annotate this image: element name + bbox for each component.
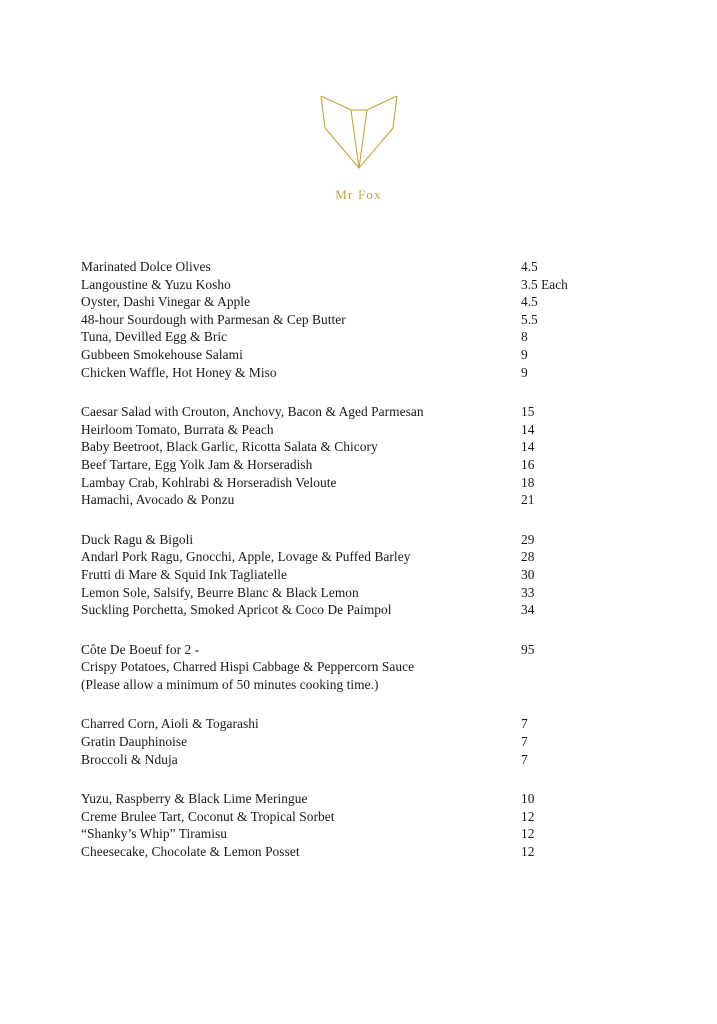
menu-item-price: 12 <box>521 826 535 842</box>
menu-item <box>81 676 637 694</box>
menu-item <box>81 566 637 584</box>
menu-section-sharing <box>81 641 637 694</box>
menu-section-desserts <box>81 790 637 860</box>
menu-item <box>81 825 637 843</box>
menu-item-name: Gratin Dauphinoise <box>81 734 188 750</box>
menu-item-name: Tuna, Devilled Egg & Bric <box>81 329 228 345</box>
menu-item-name: Cheesecake, Chocolate & Lemon Posset <box>81 844 300 860</box>
menu-item <box>81 641 637 659</box>
menu-item-name: Marinated Dolce Olives <box>81 259 211 274</box>
fox-head-icon <box>311 88 407 178</box>
menu-section-mains <box>81 531 637 619</box>
menu-item-price: 30 <box>521 566 535 582</box>
menu-item-name: Andarl Pork Ragu, Gnocchi, Apple, Lovage & Puffed Barley <box>81 549 411 565</box>
menu-item-name: Frutti di Mare & Squid Ink Tagliatelle <box>81 566 288 582</box>
menu-item-price: 18 <box>521 474 535 490</box>
menu-item <box>81 843 637 861</box>
menu-item-price: 14 <box>521 421 535 437</box>
menu-item-name: (Please allow a minimum of 50 minutes cooking time.) <box>81 676 379 692</box>
menu-item-name: Lemon Sole, Salsify, Beurre Blanc & Black Lemon <box>81 584 359 600</box>
menu-item <box>81 751 637 769</box>
menu-item-price: 33 <box>521 584 535 600</box>
menu-item-name: Suckling Porchetta, Smoked Apricot & Coco De Paimpol <box>81 602 392 618</box>
menu-item-price: 15 <box>521 404 535 420</box>
menu-item <box>81 733 637 751</box>
menu-item-price: 12 <box>521 808 535 824</box>
menu-item <box>81 808 637 826</box>
menu-item <box>81 403 637 421</box>
menu-item-name: Caesar Salad with Crouton, Anchovy, Bacon & Aged Parmesan <box>81 404 424 420</box>
menu-item-name: Beef Tartare, Egg Yolk Jam & Horseradish <box>81 456 313 472</box>
menu-item-price: 95 <box>521 641 535 657</box>
menu-item-price: 29 <box>521 531 535 547</box>
menu-section-snacks <box>81 258 637 381</box>
menu-item-price: 8 <box>521 329 528 345</box>
menu-item-name: Heirloom Tomato, Burrata & Peach <box>81 421 274 437</box>
menu-item-name: Langoustine & Yuzu Kosho <box>81 276 231 292</box>
menu-item-price: 12 <box>521 844 535 860</box>
menu-item <box>81 548 637 566</box>
menu-section-starters <box>81 403 637 509</box>
menu-item-price: 9 <box>521 364 528 380</box>
menu-item <box>81 311 637 329</box>
menu-item-name: Oyster, Dashi Vinegar & Apple <box>81 294 251 310</box>
menu-item-name: Hamachi, Avocado & Ponzu <box>81 492 235 508</box>
menu-item <box>81 531 637 549</box>
menu-item-name: “Shanky’s Whip” Tiramisu <box>81 826 228 842</box>
menu-item-name: Lambay Crab, Kohlrabi & Horseradish Veloute <box>81 474 337 490</box>
menu-item <box>81 658 637 676</box>
menu-item-name: Crispy Potatoes, Charred Hispi Cabbage & Peppercorn Sauce <box>81 659 415 675</box>
menu-item-price: 7 <box>521 734 528 750</box>
menu-item <box>81 346 637 364</box>
restaurant-logo <box>0 88 717 203</box>
menu-item-name: Duck Ragu & Bigoli <box>81 531 194 547</box>
menu-item-name: Yuzu, Raspberry & Black Lime Meringue <box>81 791 308 807</box>
menu-item <box>81 258 637 276</box>
menu-item-price: 28 <box>521 549 535 565</box>
menu-item-name: Baby Beetroot, Black Garlic, Ricotta Salata & Chicory <box>81 439 378 455</box>
menu-item <box>81 474 637 492</box>
menu-item <box>81 456 637 474</box>
menu-item-price: 21 <box>521 492 535 508</box>
menu-item-price: 34 <box>521 602 535 618</box>
menu-sections <box>81 258 637 883</box>
menu-item <box>81 715 637 733</box>
menu-item-name: Creme Brulee Tart, Coconut & Tropical Sorbet <box>81 808 335 824</box>
logo-caption: Mr Fox <box>335 187 382 202</box>
menu-item <box>81 364 637 382</box>
menu-item-price: 4.5 <box>521 294 538 310</box>
menu-item-price: 9 <box>521 346 528 362</box>
menu-item-price: 16 <box>521 456 535 472</box>
menu-item-name: Broccoli & Nduja <box>81 751 178 767</box>
menu-item <box>81 276 637 294</box>
menu-item <box>81 438 637 456</box>
menu-item-name: 48-hour Sourdough with Parmesan & Cep Butter <box>81 311 346 327</box>
menu-item-price: 7 <box>521 751 528 767</box>
menu-item <box>81 584 637 602</box>
menu-item-price: 7 <box>521 716 528 732</box>
menu-item-price: 10 <box>521 791 535 807</box>
menu-item <box>81 421 637 439</box>
menu-item-name: Côte De Boeuf for 2 - <box>81 641 200 657</box>
menu-item-price: 4.5 <box>521 259 538 274</box>
menu-item-name: Gubbeen Smokehouse Salami <box>81 346 243 362</box>
menu-item <box>81 293 637 311</box>
menu-item <box>81 328 637 346</box>
menu-item-name: Chicken Waffle, Hot Honey & Miso <box>81 364 277 380</box>
menu-item-price: 14 <box>521 439 535 455</box>
menu-item <box>81 790 637 808</box>
menu-item-name: Charred Corn, Aioli & Togarashi <box>81 716 259 732</box>
menu-section-sides <box>81 715 637 768</box>
menu-item <box>81 601 637 619</box>
menu-item-price: 5.5 <box>521 311 538 327</box>
menu-item <box>81 491 637 509</box>
menu-item-price: 3.5 Each <box>521 276 568 292</box>
